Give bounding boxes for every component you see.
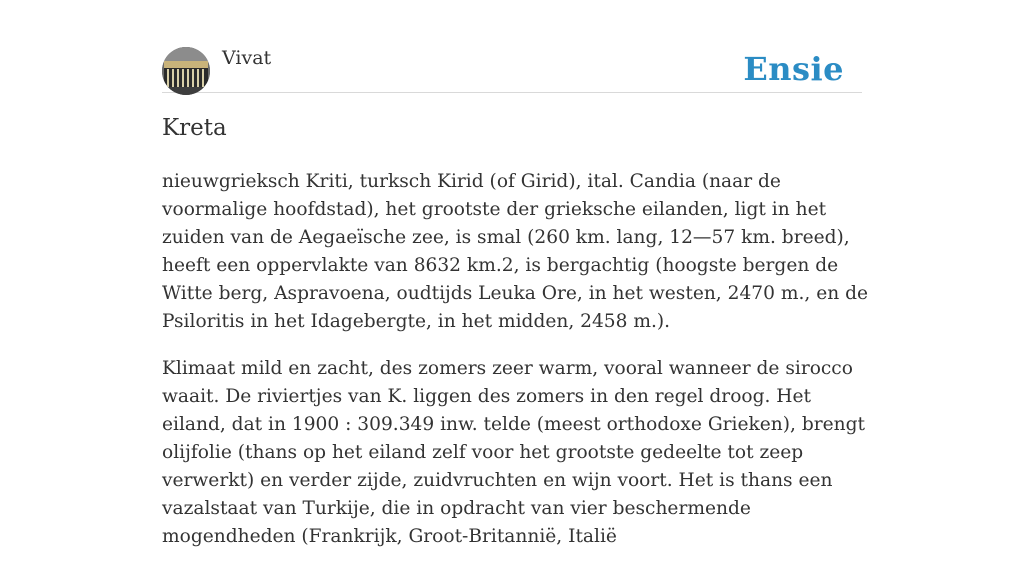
avatar-image-icon	[162, 47, 210, 95]
page-header	[162, 0, 862, 93]
author-name[interactable]: Vivat	[222, 47, 272, 69]
article-title: Kreta	[162, 115, 227, 141]
article-body	[162, 168, 872, 570]
article-paragraph: nieuwgrieksch Kriti, turksch Kirid (of Girid), ital. Candia (naar de voormalige hoofdstad), het grootste der grieksche eilanden, ligt in het zuiden van de Aegaeïsche zee, is smal (260 km. lang, 12—57 km. breed), heeft een oppervlakte van 8632 km.2, is bergachtig (hoogste bergen de Witte berg, Aspravoena, oudtijds Leuka Ore, in het westen, 2470 m., en de Psiloritis in het Idagebergte, in het midden, 2458 m.).	[162, 171, 869, 332]
avatar[interactable]	[162, 47, 210, 95]
article-paragraph: Klimaat mild en zacht, des zomers zeer warm, vooral wanneer de sirocco waait. De riviertjes van K. liggen des zomers in den regel droog. Het eiland, dat in 1900 : 309.349 inw. telde (meest orthodoxe Grieken), brengt olijfolie (thans op het eiland zelf voor het grootste gedeelte tot zeep verwerkt) en verder zijde, zuidvruchten en wijn voort. Het is thans een vazalstaat van Turkije, die in opdracht van vier beschermende mogendheden (Frankrijk, Groot-Britannië, Italië	[162, 358, 865, 547]
page-container	[162, 0, 869, 547]
site-logo[interactable]: Ensie	[743, 50, 844, 88]
